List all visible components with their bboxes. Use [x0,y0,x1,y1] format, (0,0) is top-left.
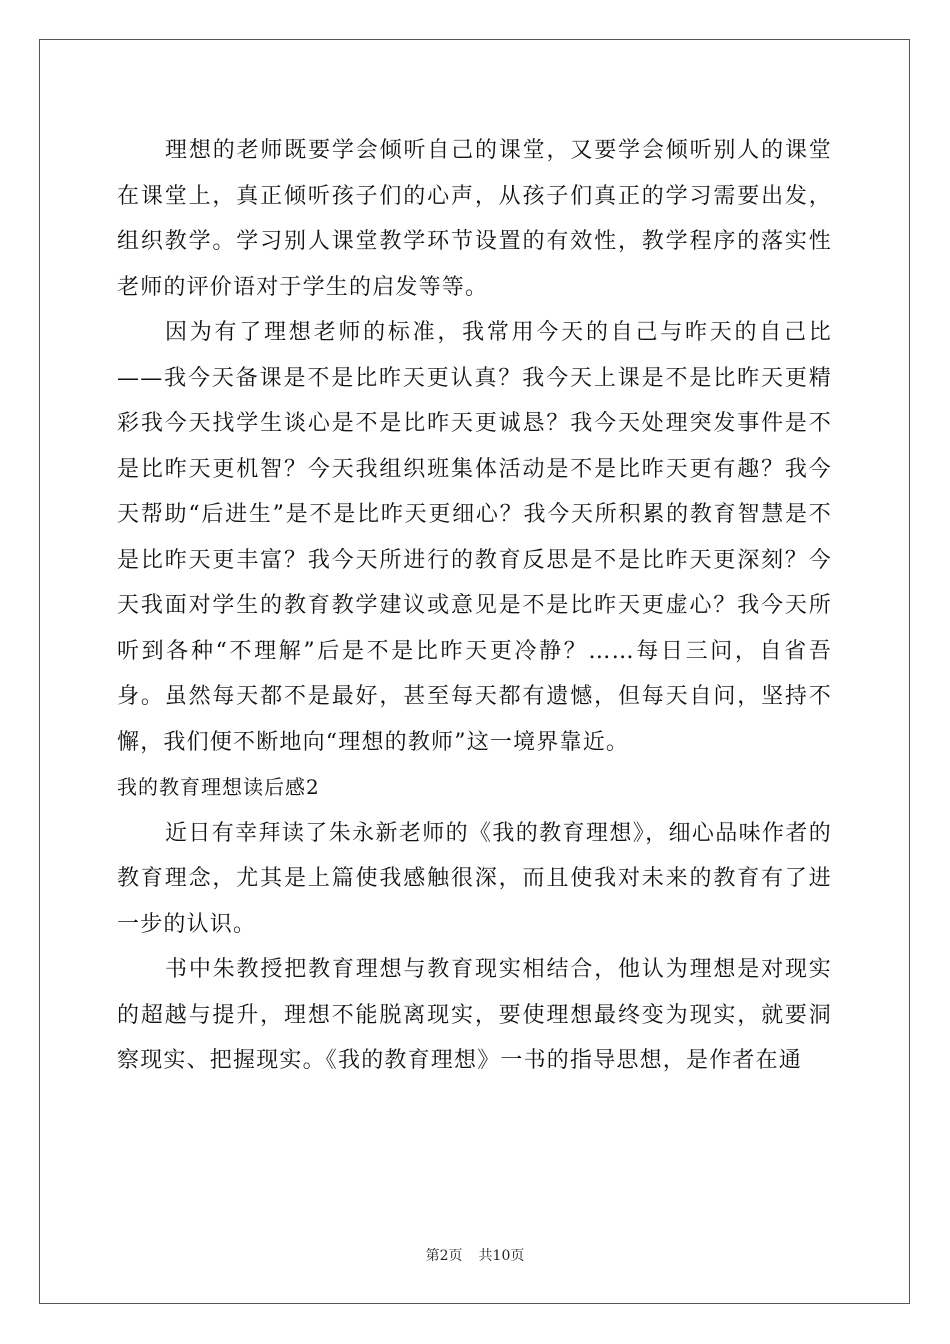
paragraph-3: 近日有幸拜读了朱永新老师的《我的教育理想》，细心品味作者的教育理念，尤其是上篇使我感触很深，而且使我对未来的教育有了进一步的认识。 [117,820,832,937]
page-total: 共10页 [478,1248,525,1264]
page-number: 第2页 [425,1248,463,1264]
paragraph-2: 因为有了理想老师的标准，我常用今天的自己与昨天的自己比——我今天备课是不是比昨天更认真？我今天上课是不是比昨天更精彩我今天找学生谈心是不是比昨天更诚恳？我今天处理突发事件是不是比昨天更机智？今天我组织班集体活动是不是比昨天更有趣？我今天帮助“后进生”是不是比昨天更细心？我今天所积累的教育智慧是不是比昨天更丰富？我今天所进行的教育反思是不是比昨天更深刻？今天我面对学生的教育教学建议或意见是不是比昨天更虚心？我今天所听到各种“不理解”后是不是比昨天更冷静？……每日三问，自省吾身。虽然每天都不是最好，甚至每天都有遗憾，但每天自问，坚持不懈，我们便不断地向“理想的教师”这一境界靠近。 [117,320,832,755]
paragraph-1: 理想的老师既要学会倾听自己的课堂，又要学会倾听别人的课堂在课堂上，真正倾听孩子们的心声，从孩子们真正的学习需要出发，组织教学。学习别人课堂教学环节设置的有效性，教学程序的落实性老师的评价语对于学生的启发等等。 [117,138,832,300]
section-heading: 我的教育理想读后感2 [117,775,320,799]
paragraph-4: 书中朱教授把教育理想与教育现实相结合，他认为理想是对现实的超越与提升，理想不能脱离现实，要使理想最终变为现实，就要洞察现实、把握现实。《我的教育理想》一书的指导思想，是作者在通 [117,957,832,1073]
document-body [117,128,832,1084]
page-footer [0,1245,950,1265]
